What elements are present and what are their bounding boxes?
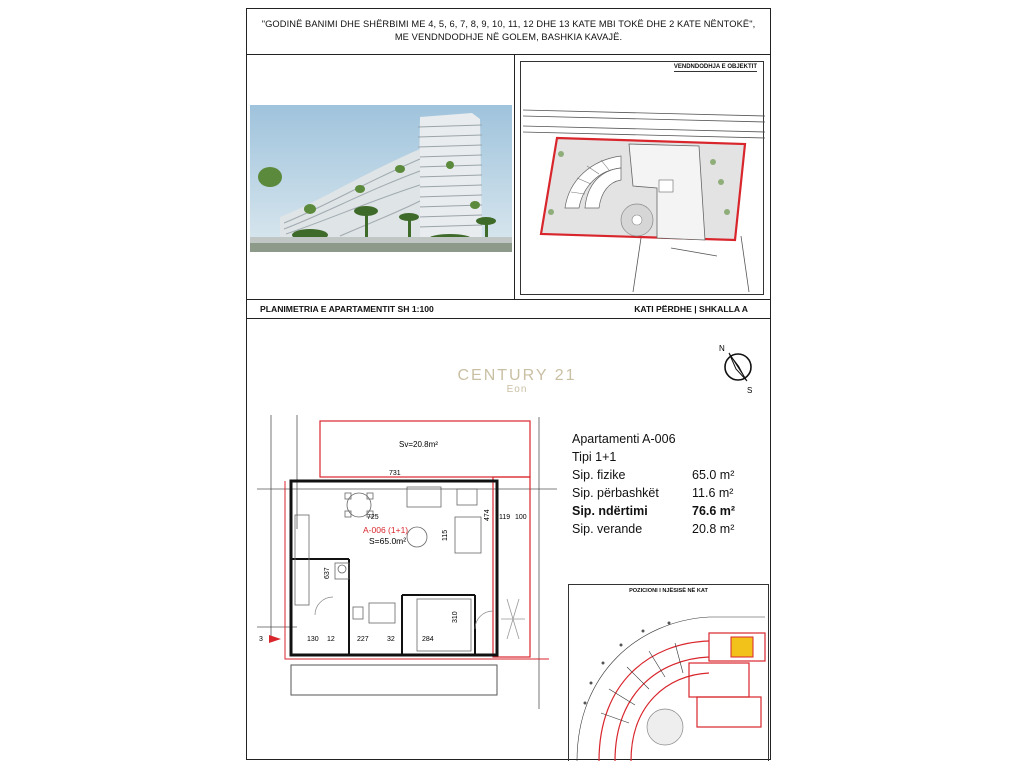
dimension-label: 284 — [422, 636, 434, 643]
dimension-label: 12 — [327, 636, 335, 643]
header-line-2: ME VENDNDODHJE NË GOLEM, BASHKIA KAVAJË. — [394, 32, 623, 42]
site-plan-drawing — [521, 62, 765, 296]
dimension-label: 119 — [499, 514, 511, 521]
area-row-construction — [572, 502, 762, 520]
dimension-label: 725 — [367, 514, 379, 521]
apartment-name: Apartamenti A-006 — [572, 432, 676, 446]
area-row-common — [572, 484, 762, 502]
unit-position-title: POZICIONI I NJËSISË NË KAT — [629, 588, 708, 594]
veranda-area-label: Sv=20.8m² — [399, 440, 438, 449]
site-location-panel — [520, 61, 764, 295]
dimension-label: 227 — [357, 636, 369, 643]
unit-position-highlight — [731, 637, 753, 657]
dimension-label: 310 — [452, 611, 459, 623]
area-value: 20.8 m² — [692, 522, 735, 536]
compass-icon — [717, 339, 759, 397]
logo-office: Eon — [506, 384, 528, 395]
area-value: 11.6 m² — [692, 486, 734, 500]
area-label: Sip. ndërtimi — [572, 504, 648, 518]
section-band — [247, 299, 770, 319]
area-label: Sip. fizike — [572, 468, 626, 482]
dimension-label: 115 — [442, 529, 449, 541]
drawing-sheet — [246, 8, 771, 760]
dimension-label: 130 — [307, 636, 319, 643]
dimension-label: 731 — [389, 470, 401, 477]
floor-plan-drawing — [257, 409, 562, 761]
header-divider — [514, 55, 515, 299]
apartment-info — [572, 430, 762, 538]
unit-area-label: S=65.0m² — [369, 536, 407, 546]
plan-scale-title: PLANIMETRIA E APARTAMENTIT SH 1:100 — [260, 304, 434, 314]
floor-stair-title: KATI PËRDHE | SHKALLA A — [634, 304, 748, 314]
dimension-label: 474 — [484, 509, 491, 521]
floor-key-plan — [569, 593, 768, 761]
area-value: 76.6 m² — [692, 504, 736, 518]
apartment-floor-plan — [257, 409, 562, 761]
logo-brand: CENTURY 21 — [457, 367, 577, 384]
area-row-veranda — [572, 520, 762, 538]
dimension-label: 32 — [387, 636, 395, 643]
area-label: Sip. verande — [572, 522, 643, 536]
compass-north-label: N — [719, 344, 725, 353]
apartment-type: Tipi 1+1 — [572, 450, 617, 464]
dimension-label: 3 — [259, 636, 263, 643]
dimension-label: 100 — [515, 514, 527, 521]
area-row-physical — [572, 466, 762, 484]
unit-code-label: A-006 (1+1) — [363, 525, 409, 535]
header-line-1: "GODINË BANIMI DHE SHËRBIMI ME 4, 5, 6, 7, 8, 9, 10, 11, 12 DHE 13 KATE MBI TOKË DHE 2 KATE NËNTOKË", — [261, 19, 756, 29]
project-header — [247, 9, 770, 55]
area-value: 65.0 m² — [692, 468, 735, 482]
building-rendering-image — [250, 105, 512, 252]
unit-position-panel — [568, 584, 769, 761]
building-rendering — [250, 105, 512, 252]
century21-logo — [447, 367, 587, 395]
site-location-title: VENDNDODHJA E OBJEKTIT — [673, 64, 757, 70]
dimension-label: 637 — [324, 567, 331, 579]
compass-south-label: S — [747, 386, 753, 395]
area-label: Sip. përbashkët — [572, 486, 659, 500]
